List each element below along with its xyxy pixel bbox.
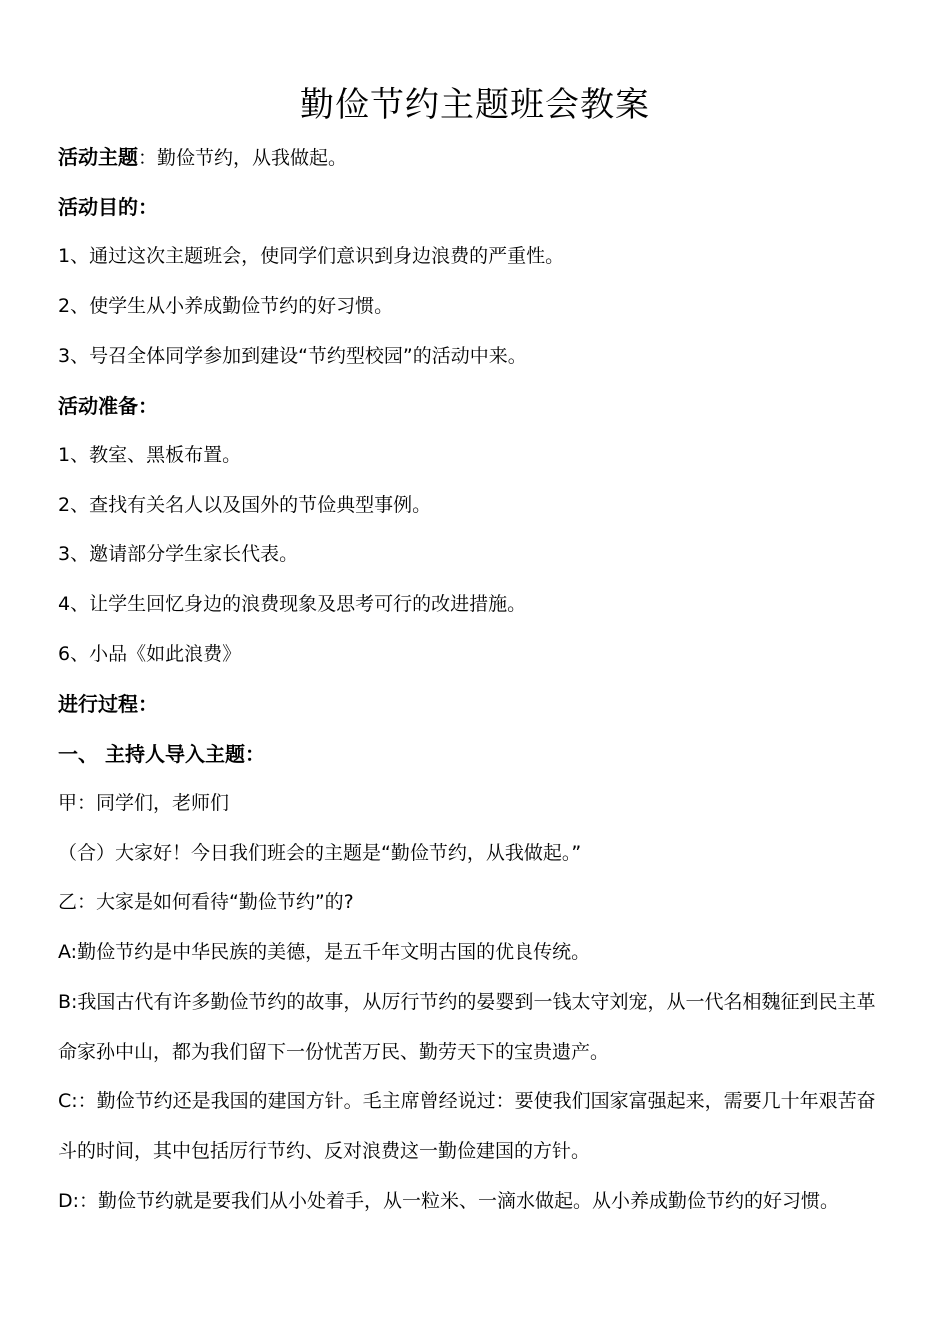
paragraph-b: B:我国古代有许多勤俭节约的故事，从厉行节约的晏婴到一钱太守刘宠，从一代名相魏征到民主革命家孙中山，都为我们留下一份忧苦万民、勤劳天下的宝贵遗产。 [58,991,876,1063]
preparation-heading: 活动准备： [58,394,158,418]
dialogue-line-4: A:勤俭节约是中华民族的美德，是五千年文明古国的优良传统。 [58,941,591,963]
preparation-item-2: 2、查找有关名人以及国外的节俭典型事例。 [58,494,432,516]
preparation-item-1: 1、教室、黑板布置。 [58,444,242,466]
process-heading: 进行过程： [58,692,158,716]
paragraph-c: C:：勤俭节约还是我国的建国方针。毛主席曾经说过：要使我们国家富强起来，需要几十年艰苦奋斗的时间，其中包括厉行节约、反对浪费这一勤俭建国的方针。 [58,1090,876,1162]
purpose-item-2: 2、使学生从小养成勤俭节约的好习惯。 [58,295,394,317]
activity-theme-text: 勤俭节约，从我做起。 [157,147,348,169]
paragraph-d: D:：勤俭节约就是要我们从小处着手，从一粒米、一滴水做起。从小养成勤俭节约的好习惯。 [58,1190,840,1212]
preparation-item-3: 3、邀请部分学生家长代表。 [58,543,299,565]
dialogue-line-2: （合）大家好！今日我们班会的主题是“勤俭节约，从我做起。” [58,842,582,864]
activity-theme-label: 活动主题 [58,145,138,169]
section-1-heading: 一、 主持人导入主题： [58,742,265,766]
purpose-heading: 活动目的： [58,195,158,219]
activity-theme-separator: ： [138,147,158,169]
purpose-item-3: 3、号召全体同学参加到建设“节约型校园”的活动中来。 [58,345,527,367]
preparation-item-4: 4、让学生回忆身边的浪费现象及思考可行的改进措施。 [58,593,527,615]
document-title: 勤俭节约主题班会教案 [300,85,650,125]
purpose-item-1: 1、通过这次主题班会，使同学们意识到身边浪费的严重性。 [58,245,565,267]
dialogue-line-3: 乙：大家是如何看待“勤俭节约”的? [58,891,354,913]
activity-theme [58,143,890,172]
dialogue-line-1: 甲：同学们，老师们 [58,792,230,814]
preparation-item-5: 6、小品《如此浪费》 [58,643,242,665]
